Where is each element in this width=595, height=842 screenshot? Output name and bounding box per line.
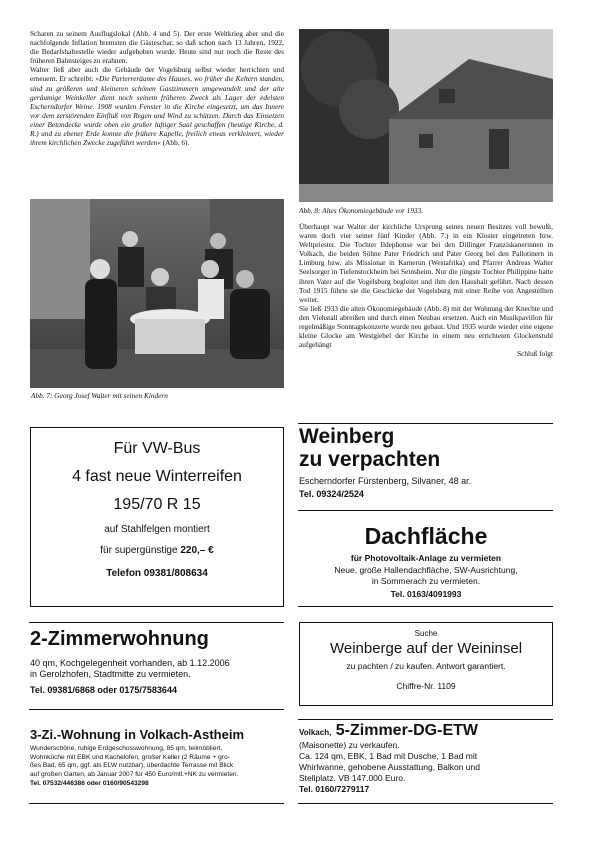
divider [298,423,553,424]
ad-text: Suche [414,629,438,638]
divider [298,510,553,511]
article-text: Walter ließ aber auch die Gebäude der Vogelsburg selbst wieder herrichten und erneuern. Er schreibt: [30,65,284,84]
article-column-left [30,29,284,147]
photo-family [30,199,284,388]
ad-text: Ca. 124 qm, EBK, 1 Bad mit Dusche, 1 Bad mit [299,751,478,761]
ad-text: (Maisonette) zu verkaufen. [299,740,400,750]
ad-text: Escherndorfer Fürstenberg, Silvaner, 48 ar. [299,476,472,486]
ad-2-zimmerwohnung [30,627,284,707]
ad-phone: Telefon 09381/808634 [106,568,208,579]
ad-phone: Tel. 0163/4091993 [390,589,462,599]
article-paragraph: Scharen zu seinem Ausflugslokal (Abb. 4 und 5). Der erste Weltkrieg aber und die nachfolgende Inflation bremsten die Gästeschar, so daß schon nach 13 Jahren, 1922, die Bedarfshaltestelle wieder aufgehoben wurde. Heute sind nur noch die Reste des früheren Bahnsteiges zu erahnen. [30,29,284,66]
article-column-right [299,222,553,358]
ad-text: zu pachten / zu kaufen. Antwort garantiert. [346,661,506,671]
divider [29,709,284,710]
ad-text: Neue, große Hallendachfläche, SW-Ausrichtung, [334,565,518,575]
ad-heading: 3-Zi.-Wohnung in Volkach-Astheim [30,727,245,742]
article-continued: Schluß folgt [517,349,553,359]
photo-family-image [30,199,284,388]
ad-tire-size: 195/70 R 15 [113,496,201,513]
caption-abb7: Abb. 7: Georg Josef Walter mit seinen Kindern [31,391,168,400]
ad-place: Volkach, [299,728,332,737]
ad-heading: Dachfläche [364,523,488,549]
ad-3-zimmer-wohnung [30,727,284,802]
article-text: (Abb. 6). [160,138,190,148]
article-paragraph [30,65,284,147]
ad-dachflaeche [299,523,553,606]
ad-text: in Sommerach zu vermieten. [371,576,481,586]
ad-text: Wunderschöne, ruhige Erdgeschosswohnung, 85 qm, teilmöbliert, [30,745,223,752]
ad-heading: Für VW-Bus [113,440,201,457]
ad-phone: Tel. 09324/2524 [299,489,364,499]
ad-heading: Weinberg [299,425,395,448]
ad-phone: Tel. 07532/446386 oder 0160/90543298 [30,780,149,788]
ad-weinberg-verpachten [299,425,553,505]
ad-weininsel [299,622,553,706]
divider [29,622,284,623]
ad-phone: Tel. 09381/6868 oder 0175/7583644 [30,685,177,695]
ad-heading: 2-Zimmerwohnung [30,628,209,650]
divider [298,719,553,720]
photo-building-image [299,29,553,202]
ad-price-line [31,545,283,556]
article-paragraph: Sie ließ 1933 die alten Ökonomiegebäude (Abb. 8) mit der Wohnung der Knechte und den Viehstall abreißen und durch einen Neubau ersetzen. Auch ein Musikpavillon für regelmäßige Sonntagskonzerte wurde neu gebaut. Und 1935 wurde wieder eine eigene kleine Glocke am Westgiebel der Kirche in einem neu errichteten Glockenstuhl aufgehängt [299,303,553,350]
ad-text: Wohnküche mit EBK und Kachelofen, großer Keller (2 Räume + gro- [30,753,230,761]
ad-text: auf Stahlfelgen montiert [104,524,210,535]
ad-text: Stellplatz. VB 147.000 Euro. [299,773,406,783]
ad-heading: zu verpachten [299,448,441,471]
caption-abb8: Abb. 8: Altes Ökonomiegebäude vor 1933. [299,206,424,215]
ad-price: 220,– € [180,545,214,556]
ad-5-zimmer-etw [299,722,553,802]
ad-phone: Tel. 0160/7279117 [299,784,370,794]
ad-heading: 5-Zimmer-DG-ETW [335,722,478,739]
ad-title-line [299,722,553,740]
ad-text: Whirlwanne, gehobene Ausstattung, Balkon und [299,762,480,772]
divider [298,803,553,804]
divider [298,606,553,607]
ad-vw-bus [30,427,284,607]
ad-subheading: für Photovoltaik-Anlage zu vermieten [350,553,502,563]
photo-building [299,29,553,202]
ad-text: ßes Bad, 65 qm, ggf. als ELW nutzbar), überdachte Terrasse mit Blick [30,762,234,770]
ad-text: 40 qm, Kochgelegenheit vorhanden, ab 1.12.2006 [30,658,230,668]
ad-text: in Gerolzhofen, Stadtmitte zu vermieten. [30,669,191,679]
ad-heading: 4 fast neue Winterreifen [72,468,242,485]
article-quote: »Die Parterreräume des Hauses, wo früher die Keltern standen, sind zu größeren und kleineren schönen Gastzimmern umgewandelt und der alte geräumige Weinkeller dient noch seinem früheren Zweck als Lager der edelsten Escherndorfer Weine. 1908 wurden Fenster in die Kirche eingesetzt, um das Innere vor dem zerstörenden Einfluß von Regen und Wind zu schützen. Durch das Einsetzen einer Betondecke wurde oben ein großer luftiger Saal geschaffen (heutige Kirche, d. R.) und zu ebener Erde konnte die frühere Kapelle, freilich etwas verkleinert, wieder ihrem kirchlichen Zwecke zugeführt werden« [30,74,284,148]
article-paragraph: Überhaupt war Walter der kirchliche Ursprung seines neuen Besitzes voll bewußt, waren doch vier seiner fünf Kinder (Abb. 7.) in ein Kloster eingetreten bzw. Weltpriester. Die Tochter Ildephonse war bei den Dillinger Franziskanerinnen in Volkach, die beiden Söhne Pater Friedrich und Pater Georg bei den Pallotinern in Limburg bzw. als Missionar in Kamerun (Westafrika) und Pfarrer Andreas Walter Seelsorger in Tiefenstockheim bei Seinsheim. Nur die jüngste Tochter Philippine hatte ihren Vater auf die Vogelsburg begleitet und ihm den Haushalt geführt. Nach dessen Tod 1915 führte sie die Geschicke der Vogelsburg mit einer Reihe von Angestellten weiter. [299,222,553,304]
divider [29,803,284,804]
ad-heading: Weinberge auf der Weininsel [329,640,523,657]
ad-text: für supergünstige [100,545,181,556]
ad-text: auf großen Garten, ab Januar 2007 für 450 Euro/mtl.+NK zu vermieten. [30,770,239,778]
ad-chiffre: Chiffre-Nr. 1109 [396,681,456,691]
